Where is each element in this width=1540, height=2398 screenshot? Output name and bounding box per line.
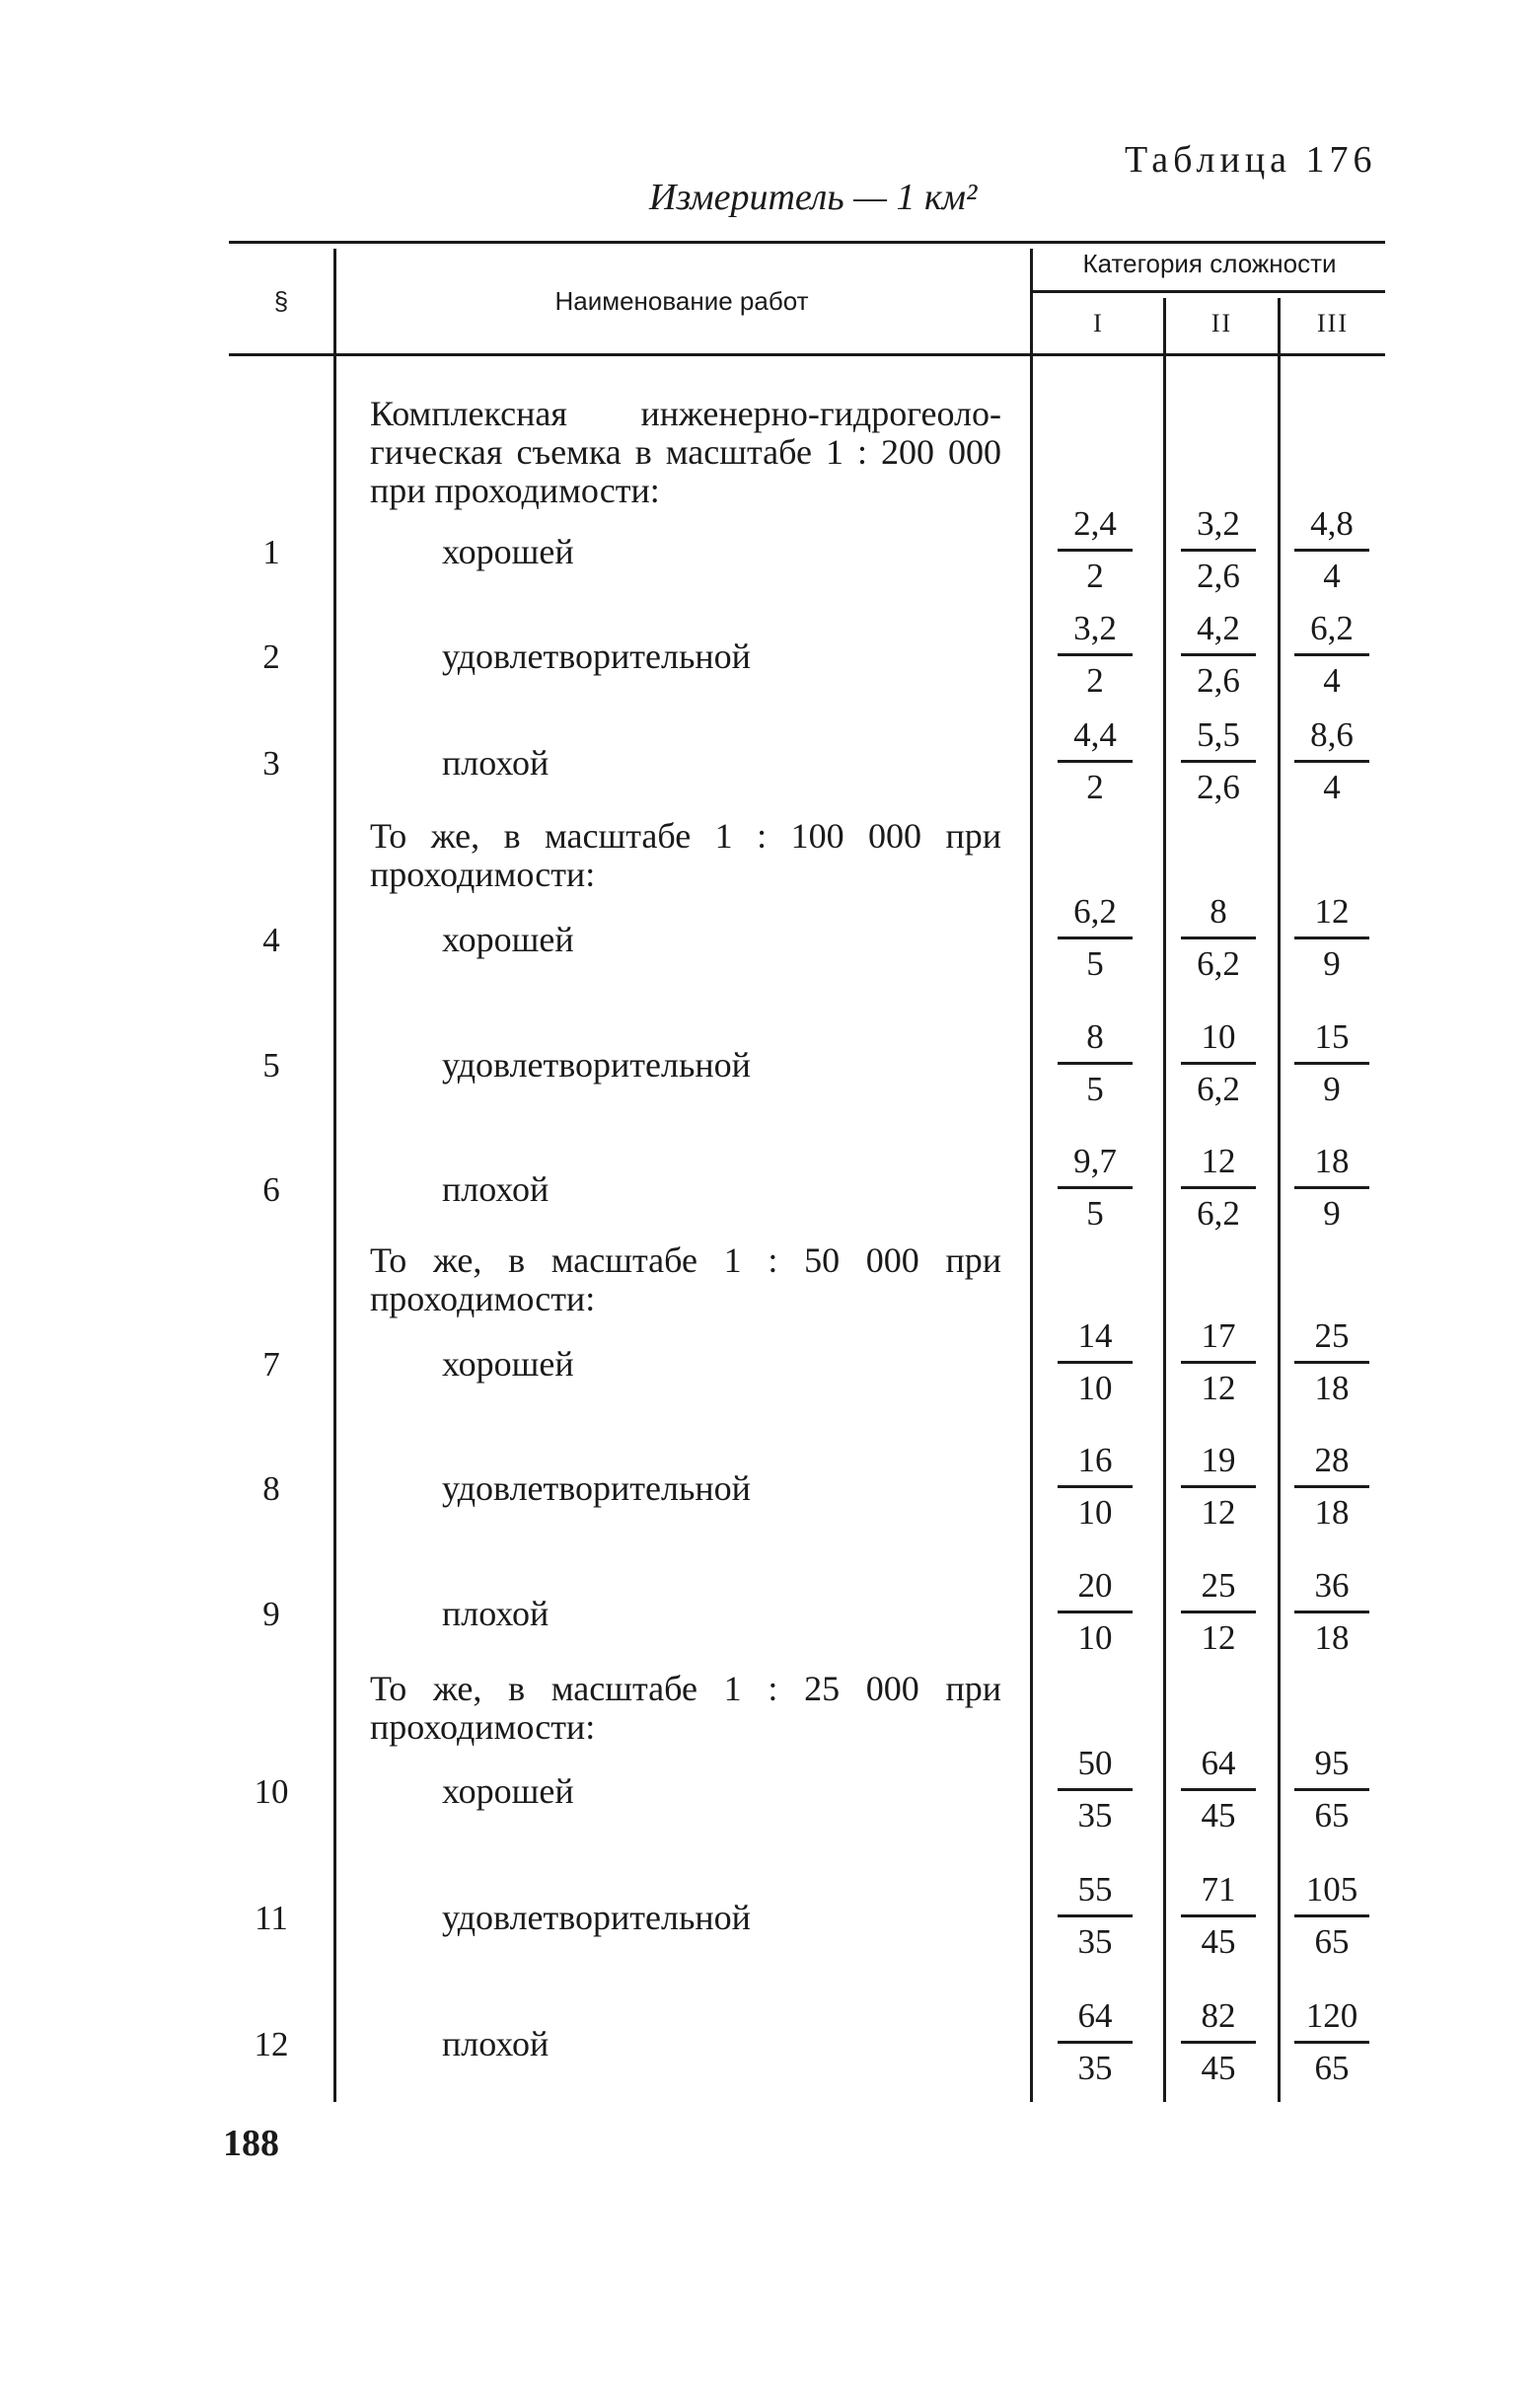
fraction-denominator: 45 (1201, 2049, 1236, 2087)
group-title-line: проходимости: (370, 855, 596, 894)
work-item-name: плохой (442, 743, 550, 783)
fraction-numerator: 82 (1181, 1997, 1256, 2044)
fraction-denominator: 2 (1086, 768, 1104, 806)
fraction-denominator: 5 (1086, 1194, 1104, 1233)
norm-fraction (1058, 1143, 1133, 1233)
work-item-name: хорошей (442, 1771, 574, 1811)
section-divider (333, 249, 336, 2102)
fraction-numerator: 18 (1294, 1143, 1369, 1189)
norm-fraction (1181, 1442, 1256, 1532)
fraction-numerator: 3,2 (1058, 610, 1133, 656)
norm-fraction (1181, 1567, 1256, 1657)
group-title-line: То же, в масштабе 1 : 50 000 при (370, 1240, 1001, 1280)
header-col-3: III (1317, 309, 1349, 337)
fraction-denominator: 35 (1077, 1796, 1113, 1835)
norm-fraction (1294, 610, 1369, 700)
fraction-numerator: 120 (1294, 1997, 1369, 2044)
group-title-line: Комплексная инженерно-гидрогеоло- (370, 394, 1001, 433)
fraction-numerator: 3,2 (1181, 505, 1256, 552)
fraction-numerator: 15 (1294, 1018, 1369, 1065)
norm-fraction (1058, 1018, 1133, 1108)
fraction-denominator: 12 (1201, 1369, 1236, 1407)
norm-fraction (1294, 893, 1369, 983)
fraction-denominator: 5 (1086, 944, 1104, 983)
work-item-name: удовлетворительной (442, 1898, 751, 1937)
group-title-line: при проходимости: (370, 471, 660, 510)
group-title-line: проходимости: (370, 1707, 596, 1747)
fraction-numerator: 14 (1058, 1317, 1133, 1364)
norm-fraction (1294, 1997, 1369, 2087)
fraction-numerator: 12 (1294, 893, 1369, 939)
norm-fraction (1294, 716, 1369, 806)
fraction-denominator: 4 (1323, 768, 1341, 806)
fraction-denominator: 18 (1314, 1618, 1350, 1657)
norm-fraction (1294, 505, 1369, 595)
fraction-numerator: 55 (1058, 1871, 1133, 1917)
norm-fraction (1058, 1745, 1133, 1835)
col-1-divider (1163, 298, 1166, 2102)
fraction-numerator: 20 (1058, 1567, 1133, 1613)
fraction-denominator: 10 (1077, 1369, 1113, 1407)
fraction-denominator: 2 (1086, 557, 1104, 595)
norm-fraction (1294, 1567, 1369, 1657)
norm-fraction (1181, 505, 1256, 595)
fraction-denominator: 4 (1323, 557, 1341, 595)
fraction-denominator: 18 (1314, 1493, 1350, 1532)
section-number: 5 (262, 1046, 280, 1085)
work-item-name: хорошей (442, 1344, 574, 1384)
fraction-numerator: 9,7 (1058, 1143, 1133, 1189)
header-col-1: I (1093, 309, 1104, 337)
norm-fraction (1181, 610, 1256, 700)
work-item-name: удовлетворительной (442, 1045, 751, 1085)
measure-unit: Измеритель — 1 км² (649, 177, 978, 218)
fraction-numerator: 12 (1181, 1143, 1256, 1189)
fraction-numerator: 95 (1294, 1745, 1369, 1791)
norm-fraction (1058, 1442, 1133, 1532)
section-number: 7 (262, 1345, 280, 1384)
section-number: 6 (262, 1170, 280, 1209)
header-section: § (273, 286, 289, 316)
fraction-numerator: 4,8 (1294, 505, 1369, 552)
fraction-numerator: 25 (1294, 1317, 1369, 1364)
norm-fraction (1181, 1871, 1256, 1961)
norm-fraction (1294, 1018, 1369, 1108)
fraction-numerator: 6,2 (1058, 893, 1133, 939)
fraction-denominator: 4 (1323, 661, 1341, 700)
fraction-denominator: 6,2 (1197, 944, 1240, 983)
fraction-denominator: 2,6 (1197, 768, 1240, 806)
fraction-denominator: 18 (1314, 1369, 1350, 1407)
fraction-numerator: 8,6 (1294, 716, 1369, 763)
fraction-denominator: 65 (1314, 1922, 1350, 1961)
table-number: Таблица 176 (1125, 139, 1377, 181)
norm-fraction (1058, 893, 1133, 983)
fraction-numerator: 50 (1058, 1745, 1133, 1791)
work-item-name: плохой (442, 1594, 550, 1633)
fraction-numerator: 28 (1294, 1442, 1369, 1488)
norm-fraction (1058, 505, 1133, 595)
norm-fraction (1294, 1442, 1369, 1532)
norm-fraction (1294, 1871, 1369, 1961)
fraction-denominator: 6,2 (1197, 1070, 1240, 1108)
fraction-numerator: 8 (1058, 1018, 1133, 1065)
header-col-2: II (1210, 309, 1233, 337)
fraction-denominator: 65 (1314, 1796, 1350, 1835)
norm-fraction (1181, 1745, 1256, 1835)
header-work-name: Наименование работ (554, 286, 809, 316)
norm-fraction (1181, 1143, 1256, 1233)
group-title-line: проходимости: (370, 1279, 596, 1318)
fraction-denominator: 2 (1086, 661, 1104, 700)
table-top-rule (229, 241, 1385, 244)
work-item-name: плохой (442, 1169, 550, 1209)
norm-fraction (1058, 1567, 1133, 1657)
col-2-divider (1278, 298, 1281, 2102)
fraction-numerator: 64 (1181, 1745, 1256, 1791)
norm-fraction (1058, 610, 1133, 700)
section-number: 2 (262, 637, 280, 676)
fraction-denominator: 10 (1077, 1618, 1113, 1657)
fraction-denominator: 35 (1077, 2049, 1113, 2087)
fraction-numerator: 16 (1058, 1442, 1133, 1488)
fraction-denominator: 6,2 (1197, 1194, 1240, 1233)
fraction-numerator: 25 (1181, 1567, 1256, 1613)
norm-fraction (1058, 716, 1133, 806)
fraction-numerator: 10 (1181, 1018, 1256, 1065)
fraction-denominator: 35 (1077, 1922, 1113, 1961)
fraction-denominator: 2,6 (1197, 661, 1240, 700)
fraction-numerator: 17 (1181, 1317, 1256, 1364)
norm-fraction (1181, 1997, 1256, 2087)
section-number: 10 (254, 1772, 289, 1811)
fraction-denominator: 12 (1201, 1618, 1236, 1657)
fraction-denominator: 9 (1323, 1194, 1341, 1233)
norm-fraction (1181, 716, 1256, 806)
section-number: 12 (254, 2025, 289, 2063)
work-item-name: удовлетворительной (442, 637, 751, 676)
norm-fraction (1181, 1018, 1256, 1108)
fraction-denominator: 9 (1323, 1070, 1341, 1108)
fraction-numerator: 71 (1181, 1871, 1256, 1917)
work-item-name: плохой (442, 2024, 550, 2063)
norm-fraction (1294, 1745, 1369, 1835)
section-number: 3 (262, 744, 280, 783)
section-number: 1 (262, 533, 280, 571)
fraction-denominator: 5 (1086, 1070, 1104, 1108)
fraction-numerator: 105 (1294, 1871, 1369, 1917)
group-title-line: То же, в масштабе 1 : 25 000 при (370, 1669, 1001, 1708)
fraction-numerator: 6,2 (1294, 610, 1369, 656)
fraction-denominator: 45 (1201, 1922, 1236, 1961)
category-rule (1030, 290, 1385, 293)
work-item-name: хорошей (442, 920, 574, 959)
norm-fraction (1181, 893, 1256, 983)
fraction-numerator: 2,4 (1058, 505, 1133, 552)
norm-fraction (1294, 1143, 1369, 1233)
fraction-denominator: 65 (1314, 2049, 1350, 2087)
page-number: 188 (223, 2123, 279, 2164)
group-title-line: То же, в масштабе 1 : 100 000 при (370, 816, 1001, 856)
header-category: Категория сложности (1082, 249, 1337, 278)
group-title-line: гическая съемка в масштабе 1 : 200 000 (370, 432, 1001, 472)
works-divider (1030, 249, 1033, 2102)
fraction-denominator: 9 (1323, 944, 1341, 983)
section-number: 9 (262, 1595, 280, 1633)
fraction-numerator: 8 (1181, 893, 1256, 939)
fraction-numerator: 4,4 (1058, 716, 1133, 763)
section-number: 11 (255, 1899, 288, 1937)
norm-fraction (1294, 1317, 1369, 1407)
norm-fraction (1058, 1317, 1133, 1407)
fraction-numerator: 19 (1181, 1442, 1256, 1488)
norm-fraction (1181, 1317, 1256, 1407)
work-item-name: удовлетворительной (442, 1468, 751, 1508)
work-item-name: хорошей (442, 532, 574, 571)
fraction-denominator: 45 (1201, 1796, 1236, 1835)
header-bottom-rule (229, 353, 1385, 356)
fraction-denominator: 10 (1077, 1493, 1113, 1532)
fraction-numerator: 64 (1058, 1997, 1133, 2044)
norm-fraction (1058, 1871, 1133, 1961)
section-number: 4 (262, 921, 280, 959)
fraction-denominator: 2,6 (1197, 557, 1240, 595)
fraction-numerator: 4,2 (1181, 610, 1256, 656)
fraction-numerator: 36 (1294, 1567, 1369, 1613)
norm-fraction (1058, 1997, 1133, 2087)
fraction-denominator: 12 (1201, 1493, 1236, 1532)
fraction-numerator: 5,5 (1181, 716, 1256, 763)
section-number: 8 (262, 1469, 280, 1508)
